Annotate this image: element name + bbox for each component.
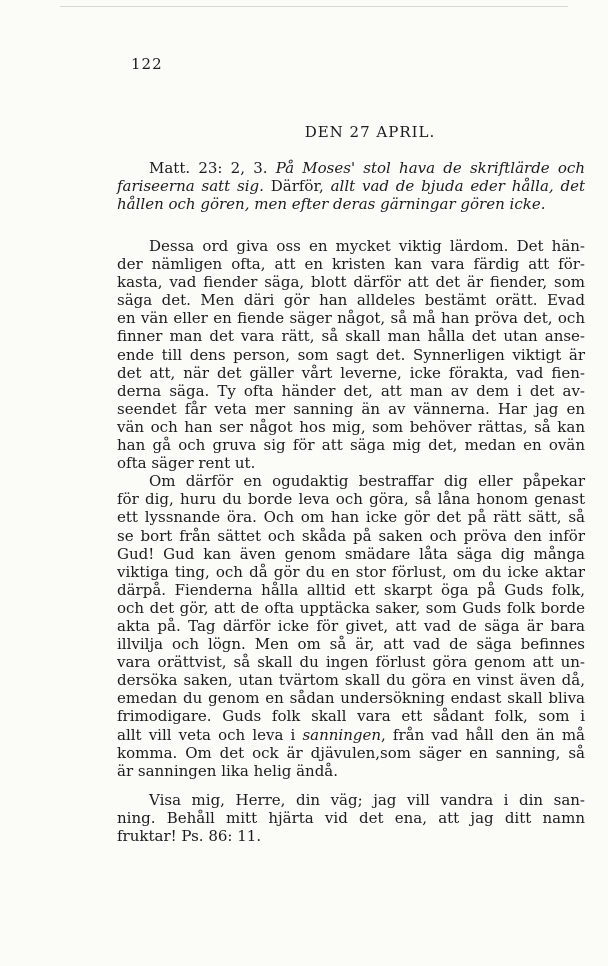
body-line: se bort från sättet och skåda på saken och pröva den inför (117, 526, 585, 545)
scripture-text: fariseerna satt sig. (117, 177, 264, 196)
body-line: ofta säger rent ut. (117, 454, 256, 473)
body-line: finner man det vara rätt, så skall man hålla det utan anse- (117, 327, 585, 346)
scripture-line (117, 177, 585, 195)
body-line: akta på. Tag därför icke för givet, att vad de säga är bara (117, 616, 585, 635)
scripture-quote (117, 159, 585, 213)
body-line: därpå. Fienderna hålla alltid ett skarpt öga på Guds folk, (117, 580, 585, 599)
scripture-text: På Moses' stol hava de skriftlärde och (275, 159, 585, 177)
body-line: illvilja och lögn. Men om så är, att vad de säga befinnes (117, 635, 585, 654)
body-line: han gå och gruva sig för att säga mig det, medan en ovän (117, 436, 585, 455)
body-text (117, 237, 585, 780)
body-line: vän och han ser något hos mig, som behöver rättas, så kan (117, 417, 585, 436)
scripture-text: hållen och gören, men efter deras gärningar gören icke. (117, 195, 546, 214)
body-line: för dig, huru du borde leva och göra, så låna honom genast (117, 490, 585, 509)
body-line: emedan du genom en sådan undersökning endast skall bliva (117, 689, 585, 708)
scripture-line (117, 159, 585, 177)
body-line: der nämligen ofta, att en kristen kan vara färdig att för- (117, 255, 585, 274)
body-line: vara orättvist, så skall du ingen förlust göra genom att un- (117, 653, 585, 672)
body-line: seendet får veta mer sanning än av vännerna. Har jag en (117, 399, 585, 418)
body-line: säga det. Men däri gör han alldeles bestämt orätt. Evad (117, 291, 585, 310)
body-line: ende till dens person, som sagt det. Synnerligen viktigt är (117, 345, 585, 364)
body-line: det att, när det gäller vårt leverne, icke förakta, vad fien- (117, 363, 585, 382)
date-heading: DEN 27 APRIL. (304, 123, 436, 141)
emphasis: sanningen (302, 725, 382, 744)
page-number: 122 (131, 55, 163, 73)
body-line: dersöka saken, utan tvärtom skall du göra en vinst även då, (117, 671, 585, 690)
body-line: är sanningen lika helig ändå. (117, 761, 339, 780)
prayer-text (117, 791, 585, 845)
body-line: allt vill veta och leva i sanningen, från vad håll den än må (117, 725, 585, 744)
body-line: en vän eller en fiende säger något, så må han pröva det, och (117, 309, 585, 328)
top-scan-rule (60, 6, 568, 7)
body-line: och det gör, att de ofta upptäcka saker, som Guds folk borde (117, 598, 585, 617)
scripture-line (117, 195, 585, 213)
body-line: komma. Om det ock är djävulen,som säger en sanning, så (117, 743, 585, 762)
scripture-ref: Matt. 23: 2, 3. (149, 159, 276, 177)
body-line: viktiga ting, och då gör du en stor förlust, om du icke aktar (117, 562, 585, 581)
body-line: ett lyssnande öra. Och om han icke gör det på rätt sätt, så (117, 508, 585, 527)
body-line: frimodigare. Guds folk skall vara ett sådant folk, som i (117, 707, 585, 726)
body-line: Om därför en ogudaktig bestraffar dig eller påpekar (149, 472, 585, 491)
body-line: Gud! Gud kan även genom smädare låta säga dig många (117, 544, 585, 563)
prayer-line: fruktar! Ps. 86: 11. (117, 827, 262, 846)
body-line: kasta, vad fiender säga, blott därför att det är fiender, som (117, 273, 585, 292)
body-line: Dessa ord giva oss en mycket viktig lärdom. Det hän- (149, 237, 585, 255)
prayer-line: Visa mig, Herre, din väg; jag vill vandra i din san- (149, 791, 585, 809)
prayer-line: ning. Behåll mitt hjärta vid det ena, att jag ditt namn (117, 809, 585, 828)
scripture-text: Därför, (263, 177, 331, 196)
scripture-text: allt vad de bjuda eder hålla, det (330, 177, 585, 196)
body-line: derna säga. Ty ofta händer det, att man av dem i det av- (117, 381, 585, 400)
